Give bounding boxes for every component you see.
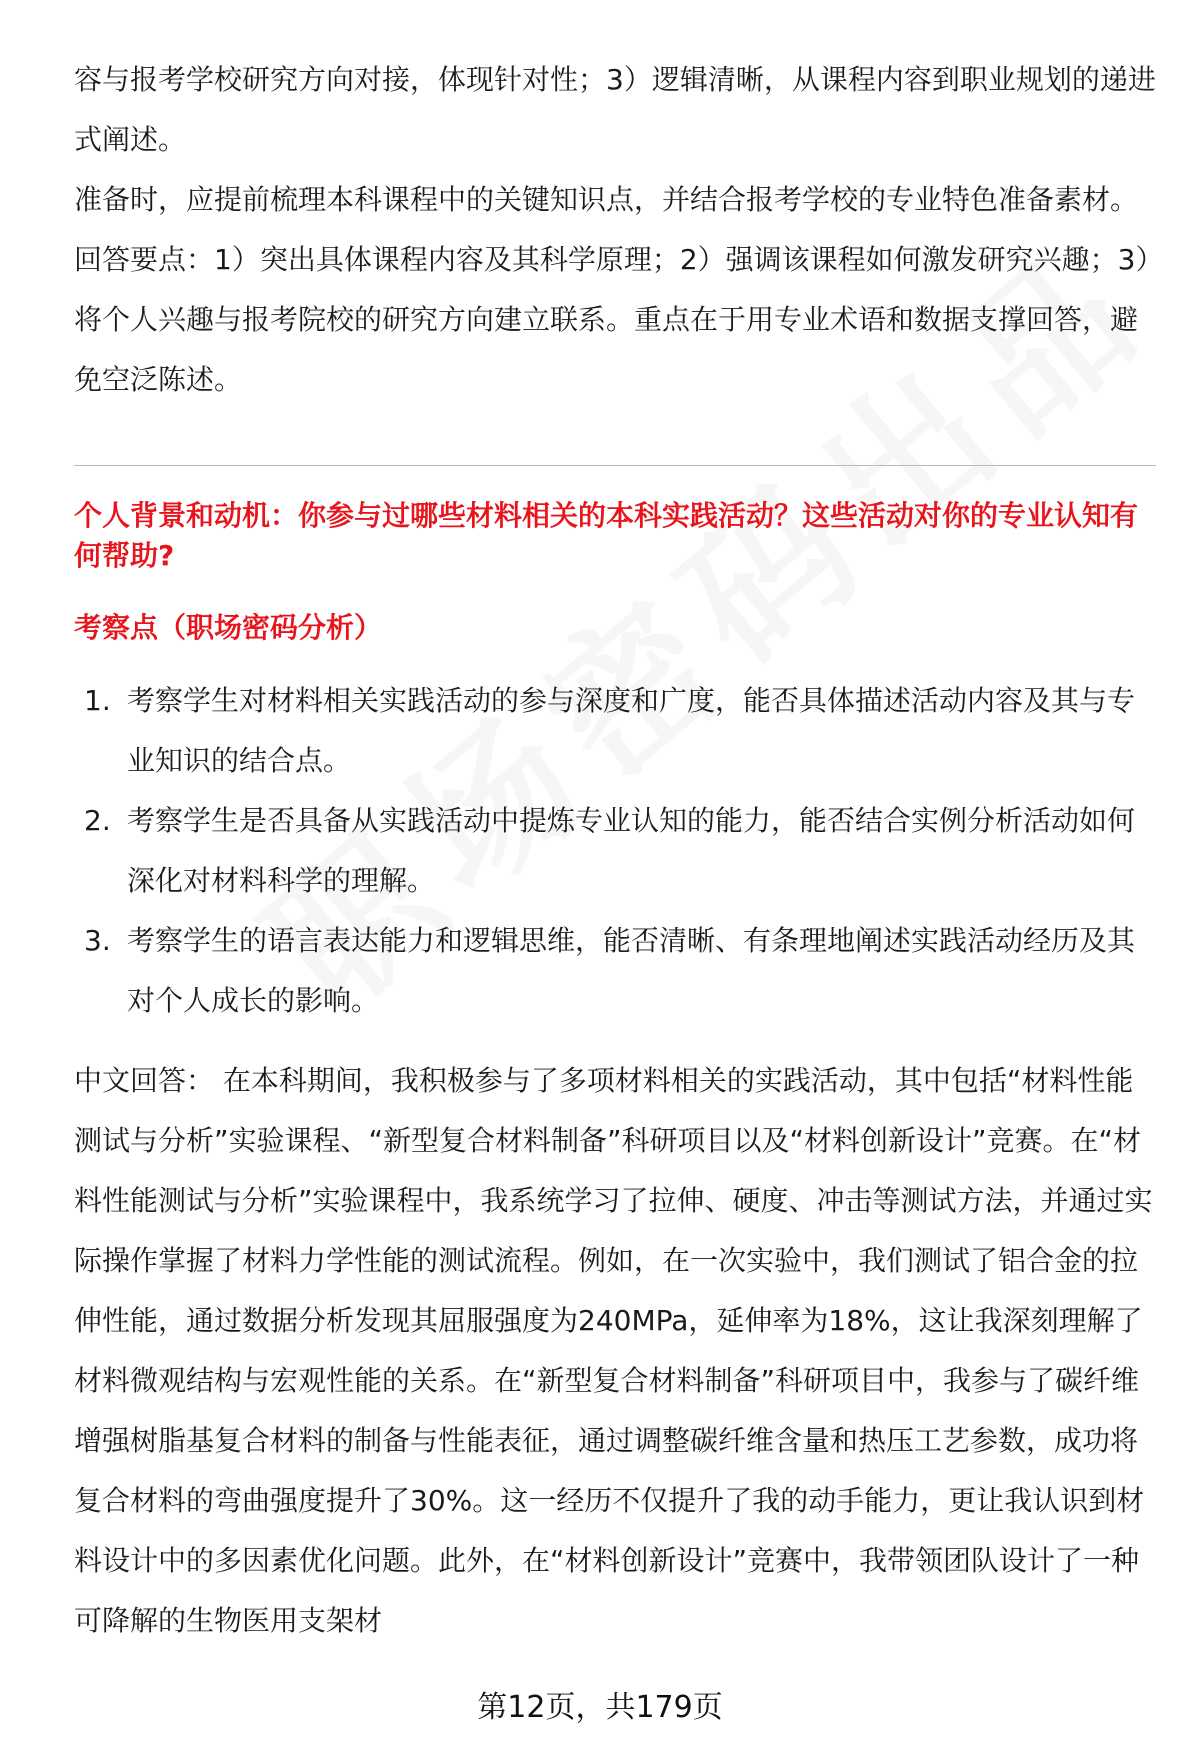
exam-points-title: 考察点（职场密码分析） (74, 611, 383, 644)
intro-paragraph-2: 准备时，应提前梳理本科课程中的关键知识点，并结合报考学校的专业特色准备素材。回答要点：1）突出具体课程内容及其科学原理；2）强调该课程如何激发研究兴趣；3）将个人兴趣与报考院校的研究方向建立联系。重点在于用专业术语和数据支撑回答，避免空泛陈述。 (74, 183, 1150, 396)
list-item (74, 911, 1156, 1031)
list-item (74, 671, 1156, 791)
question-title: 个人背景和动机：你参与过哪些材料相关的本科实践活动？这些活动对你的专业认知有何帮助? (74, 499, 1139, 572)
list-item-text: 考察学生是否具备从实践活动中提炼专业认知的能力，能否结合实例分析活动如何深化对材料科学的理解。 (127, 804, 1136, 897)
list-item-number: 1. (84, 684, 111, 717)
document-page (74, 50, 1156, 1651)
exam-points-list (74, 671, 1156, 1031)
list-item-text: 考察学生的语言表达能力和逻辑思维，能否清晰、有条理地阐述实践活动经历及其对个人成长的影响。 (127, 924, 1136, 1017)
section-divider (74, 465, 1156, 466)
page-footer: 第12页，共179页 (477, 1690, 723, 1725)
list-item (74, 791, 1156, 911)
intro-paragraph-1: 容与报考学校研究方向对接，体现针对性；3）逻辑清晰，从课程内容到职业规划的递进式阐述。 (74, 63, 1156, 156)
list-item-number: 2. (84, 804, 111, 837)
list-item-number: 3. (84, 924, 111, 957)
answer-paragraph: 中文回答： 在本科期间，我积极参与了多项材料相关的实践活动，其中包括“材料性能测试与分析”实验课程、“新型复合材料制备”科研项目以及“材料创新设计”竞赛。在“材料性能测试与分析”实验课程中，我系统学习了拉伸、硬度、冲击等测试方法，并通过实际操作掌握了材料力学性能的测试流程。例如，在一次实验中，我们测试了铝合金的拉伸性能，通过数据分析发现其屈服强度为240MPa，延伸率为18%，这让我深刻理解了材料微观结构与宏观性能的关系。在“新型复合材料制备”科研项目中，我参与了碳纤维增强树脂基复合材料的制备与性能表征，通过调整碳纤维含量和热压工艺参数，成功将复合材料的弯曲强度提升了30%。这一经历不仅提升了我的动手能力，更让我认识到材料设计中的多因素优化问题。此外，在“材料创新设计”竞赛中，我带领团队设计了一种可降解的生物医用支架材 (74, 1064, 1153, 1637)
list-item-text: 考察学生对材料相关实践活动的参与深度和广度，能否具体描述活动内容及其与专业知识的结合点。 (127, 684, 1136, 777)
